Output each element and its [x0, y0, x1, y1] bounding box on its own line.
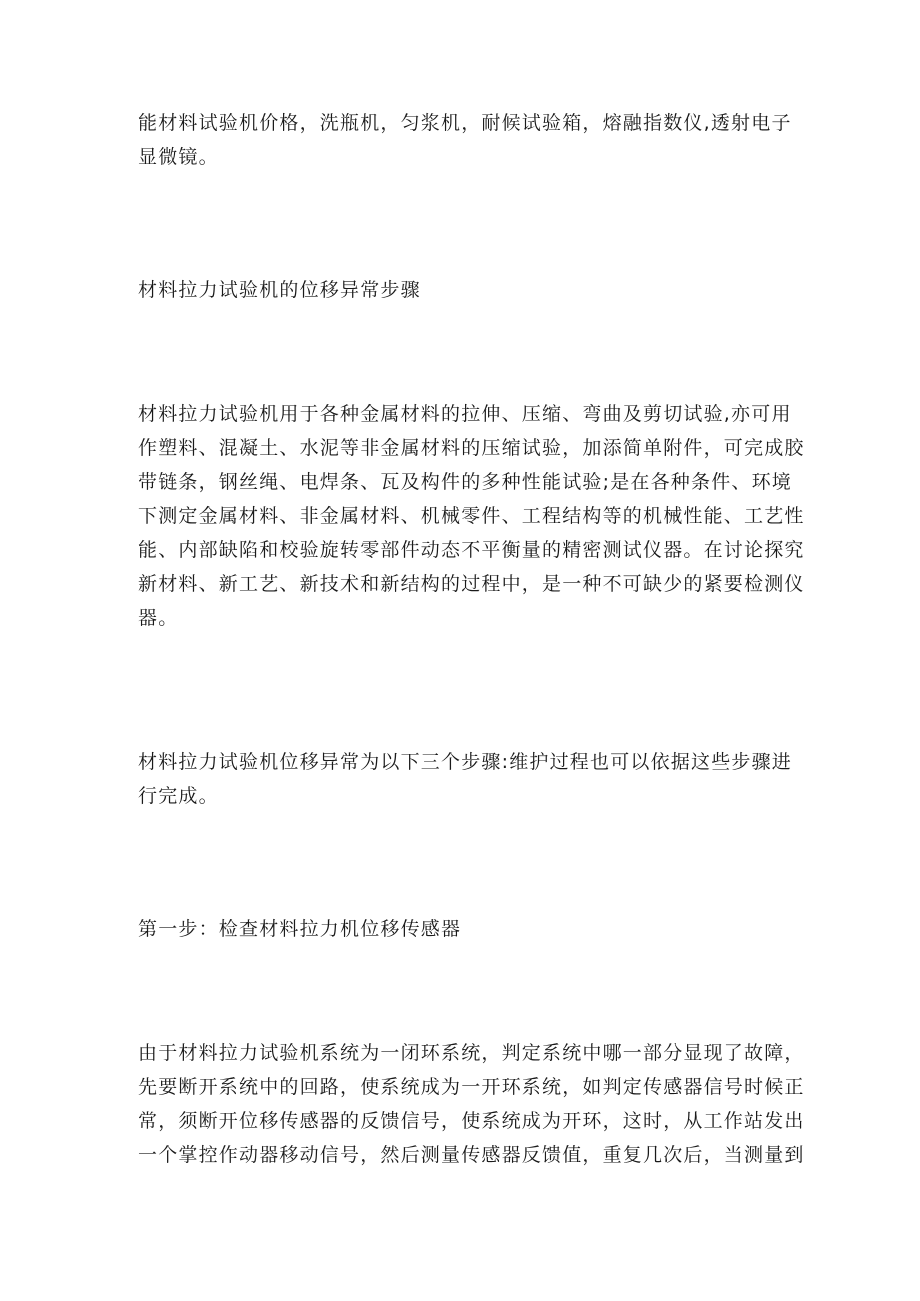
text-line: 作塑料、混凝土、水泥等非金属材料的压缩试验，加添简单附件，可完成胶 — [138, 437, 805, 459]
text-line: 器。 — [138, 607, 179, 629]
paragraph-steps-intro — [138, 745, 798, 813]
text-line: 常，须断开位移传感器的反馈信号，使系统成为开环，这时，从工作站发出 — [138, 1110, 805, 1132]
text-line: 带链条，钢丝绳、电焊条、瓦及构件的多种性能试验;是在各种条件、环境 — [138, 471, 793, 493]
text-line: 由于材料拉力试验机系统为一闭环系统，判定系统中哪一部分显现了故障， — [138, 1042, 805, 1064]
text-line: 能材料试验机价格，洗瓶机，匀浆机，耐候试验箱，熔融指数仪,透射电子 — [138, 112, 792, 134]
text-line: 下测定金属材料、非金属材料、机械零件、工程结构等的机械性能、工艺性 — [138, 505, 805, 527]
paragraph-step-one — [138, 1036, 805, 1172]
section-heading — [138, 273, 798, 307]
paragraph-description — [138, 397, 805, 635]
text-line: 材料拉力试验机用于各种金属材料的拉伸、压缩、弯曲及剪切试验,亦可用 — [138, 403, 792, 425]
heading-text: 材料拉力试验机的位移异常步骤 — [138, 279, 421, 301]
text-line: 一个掌控作动器移动信号，然后测量传感器反馈值，重复几次后，当测量到 — [138, 1144, 805, 1166]
text-line: 行完成。 — [138, 785, 219, 807]
text-line: 先要断开系统中的回路，使系统成为一开环系统，如判定传感器信号时候正 — [138, 1076, 805, 1098]
text-line: 材料拉力试验机位移异常为以下三个步骤:维护过程也可以依据这些步骤进 — [138, 751, 793, 773]
text-line: 新材料、新工艺、新技术和新结构的过程中，是一种不可缺少的紧要检测仪 — [138, 573, 805, 595]
heading-text: 第一步：检查材料拉力机位移传感器 — [138, 918, 462, 940]
step-heading — [138, 912, 798, 946]
text-line: 能、内部缺陷和校验旋转零部件动态不平衡量的精密测试仪器。在讨论探究 — [138, 539, 805, 561]
text-line: 显微镜。 — [138, 146, 219, 168]
paragraph-intro-tail — [138, 106, 798, 174]
